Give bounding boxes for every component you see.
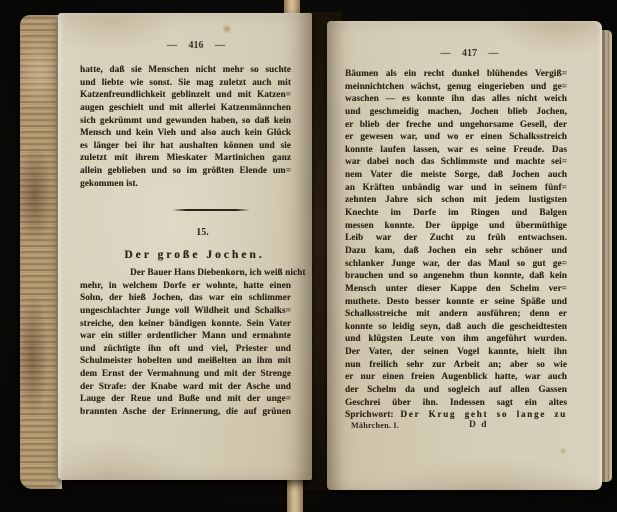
text-line: Schalksstreiche mit andern ausführen; denn er	[345, 308, 567, 319]
text-line: war dabei noch das Schlimmste und machte sei=	[345, 156, 567, 167]
text-line: nun freilich sehr zur Arbeit an; aber so wie	[345, 358, 567, 369]
text-line: mehr, in welchem Dorfe er wohnte, hatte einen	[80, 279, 291, 290]
paragraph-lines	[345, 67, 567, 408]
text-line: Lauge der Reue und Buße und mit der unge=	[80, 393, 291, 404]
text-line: er gewesen war, und wo er einen Schalksstreich	[345, 131, 567, 142]
text-line: brannten Asche der Erinnerung, die auf grünen	[80, 406, 291, 417]
page-edges-left	[20, 15, 62, 489]
section-title: Der große Jochen.	[124, 249, 265, 261]
text-line: Sohn, der hieß Jochen, das war ein schlimmer	[80, 292, 291, 303]
text-line: streiche, den keiner bändigen konnte. Sein Vater	[80, 317, 291, 328]
text-line: Leib war der Zucht zu früh entwachsen.	[345, 232, 567, 243]
volume-footer-label: Mährchen. I.	[351, 421, 399, 430]
text-line: es länger bei ihr hat aushalten können und sie	[80, 139, 291, 150]
paragraph-lines	[80, 266, 306, 418]
text-line: messen konnte. Der üppige und übermüthige	[345, 219, 567, 230]
text-line: Schulmeister hobelten und meißelten an ihm mit	[80, 355, 291, 366]
text-line: er nur einen freien Augenblick hatte, war auch	[345, 371, 567, 382]
text-line: Knechte im Dorfe im Ringen und Balgen	[345, 207, 567, 218]
paragraph-lines	[80, 63, 291, 177]
story-paragraph	[345, 67, 567, 421]
paragraph-last-line: gekommen ist.	[80, 177, 138, 188]
page-footer	[345, 420, 567, 432]
proverb-prefix: Sprichwort:	[345, 409, 394, 420]
text-line: waschen — es konnte ihn das alles nicht weich	[345, 93, 567, 104]
text-line: und liebte wie sonst. Sie mag zuletzt auch mit	[80, 76, 291, 87]
proverb-emphasis: Der Krug geht so lange zu	[400, 409, 567, 420]
text-line: schlanker Junge war, der das Maul so gut ge=	[345, 257, 567, 268]
book-page-right	[327, 21, 602, 490]
page-number-left: — 416 —	[167, 40, 225, 51]
signature-mark: D d	[469, 420, 489, 430]
text-line: Katzenfreundlichkeit geblinzelt und mit Katzen=	[80, 89, 291, 100]
text-line: Dazu kam, daß Jochen ein sehr schöner und	[345, 244, 567, 255]
text-line: und klügsten Leute von ihm angeführt wurden.	[345, 333, 567, 344]
text-line: hatte, daß sie Menschen nicht mehr so suchte	[80, 64, 291, 74]
page-number-right: — 417 —	[440, 48, 499, 59]
text-line: brauchen und so angenehm thun konnte, daß kein	[345, 270, 567, 281]
text-line: konnte so leidig seyn, daß auch die gescheidtesten	[345, 320, 567, 331]
book-page-left	[58, 13, 312, 480]
text-line: Der Vater, der seinen Vogel kannte, hielt ihn	[345, 346, 567, 357]
story-opening-paragraph	[80, 266, 306, 418]
text-line: war ein stiller ordentlicher Mann und ermahnte	[80, 330, 291, 341]
text-line: allein geblieben und so im größten Elende um=	[80, 165, 291, 176]
bookmark-strap-bottom	[287, 476, 303, 512]
text-line: dem Ernst der Vermahnung und mit der Strenge	[80, 368, 291, 379]
page-edges-right	[601, 30, 612, 482]
text-line: nem Vater die meiste Sorge, daß Jochen auch	[345, 169, 567, 180]
text-line: zehnten Jahre sich schon mit jedem lustigsten	[345, 194, 567, 205]
text-line: ungeschlachter Junge voll Wildheit und Schalks=	[80, 304, 291, 315]
text-line: der Strafe: der Knabe ward mit der Asche und	[80, 380, 291, 391]
text-line: konnte laufen lassen, war es seine Freude. Das	[345, 143, 567, 154]
text-line: augen geschielt und mit allerlei Katzenmännchen	[80, 101, 291, 112]
section-number: 15.	[196, 227, 209, 238]
text-line: an Kräften unbändig war und in seinem fünf=	[345, 181, 567, 192]
text-line: zuletzt mit ihrem Mieskater Martinichen ganz	[80, 152, 291, 163]
text-line: Mensch und kein Vieh und also auch kein Glück	[80, 127, 291, 138]
text-line: der Schelm da und sogleich auf allen Gassen	[345, 384, 567, 395]
text-line: Mensch unter dieser Kappe den Schelm ver=	[345, 282, 567, 293]
text-line: meinnichtchen wächst, genug eingerieben und ge=	[345, 80, 567, 91]
text-line: muthete. Desto besser konnte er seine Späße und	[345, 295, 567, 306]
text-line: er blieb der freche und ungehorsame Gesell, der	[345, 118, 567, 129]
text-line: Bäumen als ein recht dunkel blühendes Vergiß=	[345, 68, 567, 78]
text-line: und geschmeidig machen, Jochen blieb Jochen,	[345, 105, 567, 116]
text-line: und züchtigte ihn oft und viel, Priester und	[80, 342, 291, 353]
section-divider-rule	[172, 209, 250, 211]
text-line: sich gekrümmt und gewunden haben, so daß kein	[80, 114, 291, 125]
text-line: Der Bauer Hans Diebenkorn, ich weiß nicht	[130, 267, 306, 277]
text-line: Geschrei über ihn. Indessen sagt ein altes	[345, 396, 567, 407]
paragraph-continuation	[80, 63, 291, 189]
